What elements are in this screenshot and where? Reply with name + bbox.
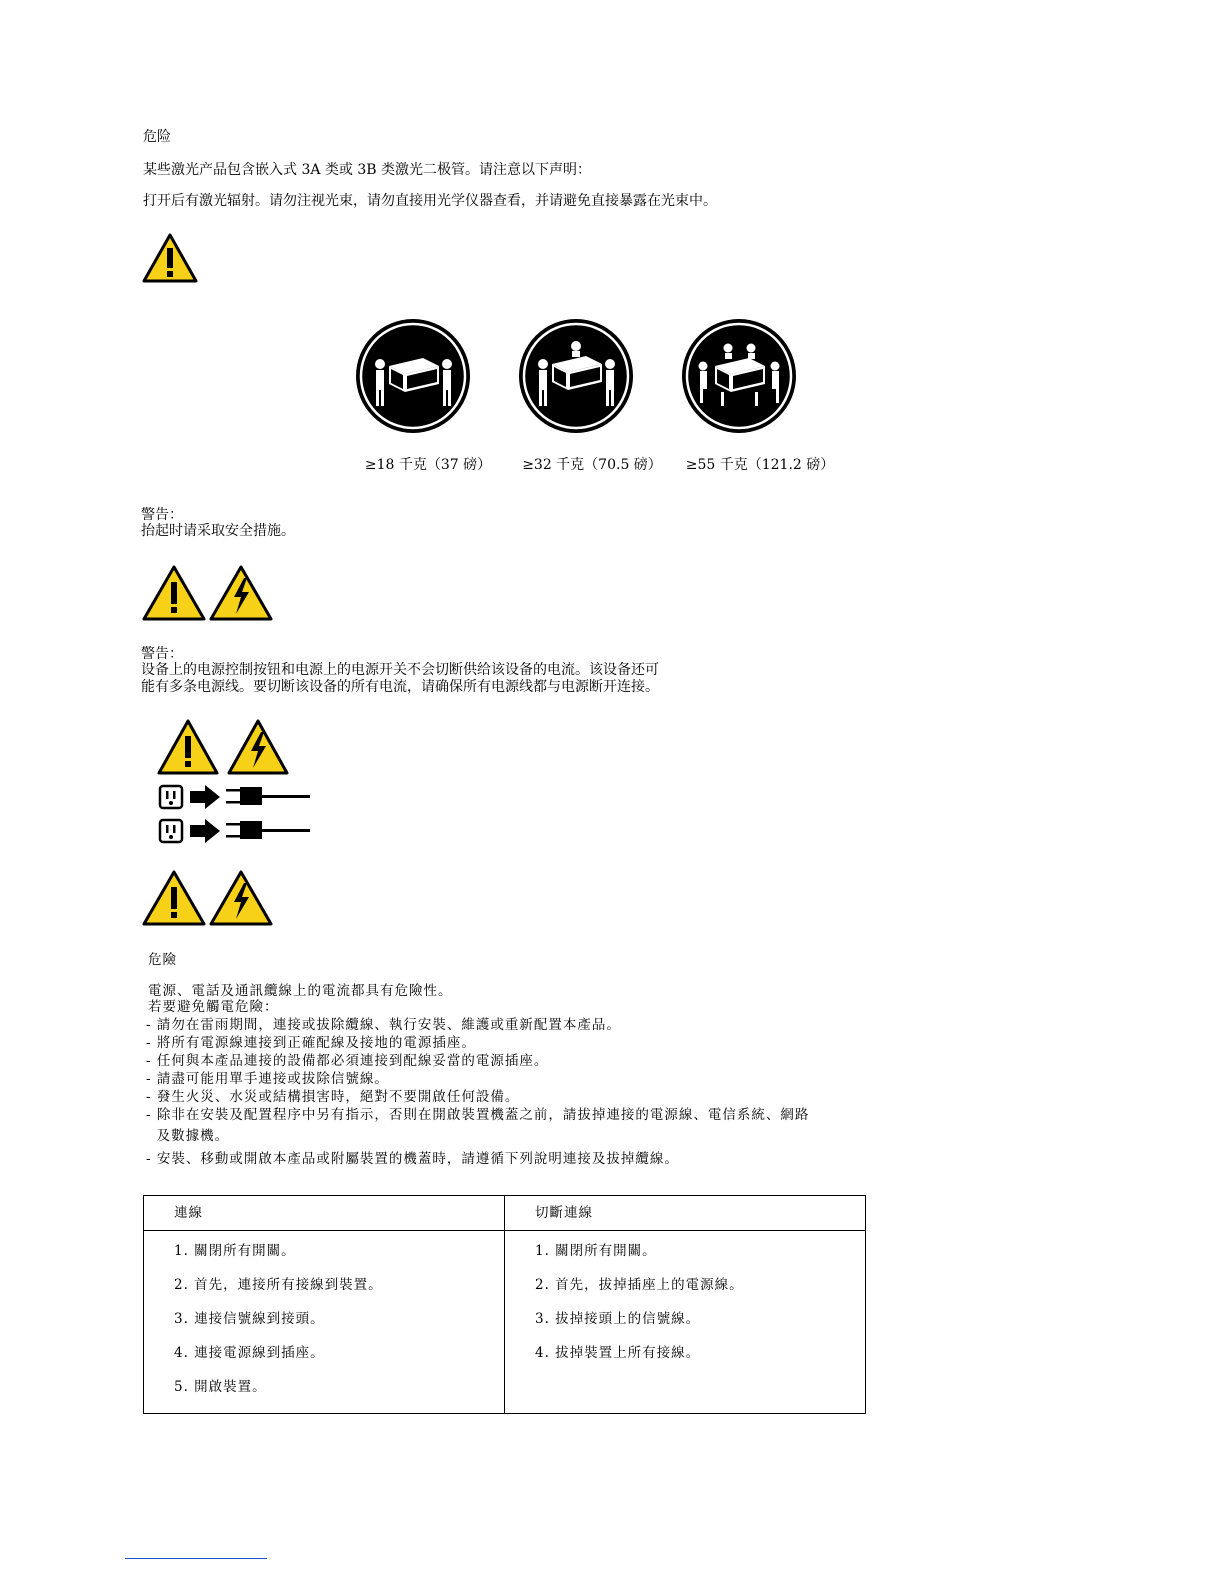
footnote-rule bbox=[125, 1558, 267, 1559]
caution-heading-1: 警告： bbox=[141, 507, 183, 523]
electrical-hazard-icon bbox=[208, 564, 274, 622]
danger-line: - 請勿在雷雨期間，連接或拔除纜線、執行安裝、維護或重新配置本產品。 bbox=[146, 1017, 621, 1033]
connect-step: 3. 連接信號線到接頭。 bbox=[174, 1311, 325, 1327]
connect-disconnect-table bbox=[143, 1195, 866, 1414]
lift-label-18kg: ≥18 千克（37 磅） bbox=[364, 457, 492, 473]
connect-step: 1. 關閉所有開關。 bbox=[174, 1243, 296, 1259]
electrical-hazard-icon bbox=[208, 869, 274, 927]
disconnect-step: 2. 首先，拔掉插座上的電源線。 bbox=[535, 1277, 744, 1293]
danger-heading-1: 危险 bbox=[143, 129, 171, 145]
lift-label-55kg: ≥55 千克（121.2 磅） bbox=[685, 457, 835, 473]
connect-step: 5. 開啟裝置。 bbox=[174, 1379, 267, 1395]
caution-power-text-line1: 设备上的电源控制按钮和电源上的电源开关不会切断供给该设备的电流。该设备还可 bbox=[141, 662, 659, 678]
warning-triangle-icon bbox=[141, 232, 199, 284]
arrow-right-icon bbox=[188, 818, 222, 844]
lift-two-person-icon bbox=[355, 318, 471, 434]
connect-step: 4. 連接電源線到插座。 bbox=[174, 1345, 325, 1361]
danger-line: 電源、電話及通訊纜線上的電流都具有危險性。 bbox=[148, 983, 453, 999]
caution-heading-2: 警告： bbox=[141, 646, 183, 662]
danger-heading-2: 危險 bbox=[148, 952, 177, 968]
laser-warning-text: 打开后有激光辐射。请勿注视光束，请勿直接用光学仪器查看，并请避免直接暴露在光束中。 bbox=[143, 193, 717, 209]
power-plug-icon bbox=[222, 784, 312, 810]
danger-line: - 除非在安裝及配置程序中另有指示，否則在開啟裝置機蓋之前，請拔掉連接的電源線、電信系統、網路 bbox=[146, 1107, 810, 1123]
caution-power-text-line2: 能有多条电源线。要切断该设备的所有电流，请确保所有电源线都与电源断开连接。 bbox=[141, 679, 659, 695]
lift-four-person-icon bbox=[681, 318, 797, 434]
danger-line: - 將所有電源線連接到正確配線及接地的電源插座。 bbox=[146, 1035, 476, 1051]
outlet-icon bbox=[158, 784, 186, 810]
warning-triangle-icon bbox=[156, 718, 220, 776]
connect-step: 2. 首先，連接所有接線到裝置。 bbox=[174, 1277, 383, 1293]
danger-line: - 任何與本產品連接的設備都必須連接到配線妥當的電源插座。 bbox=[146, 1053, 549, 1069]
disconnect-steps bbox=[505, 1231, 866, 1414]
disconnect-step: 1. 關閉所有開關。 bbox=[535, 1243, 657, 1259]
outlet-icon bbox=[158, 818, 186, 844]
connect-column-header: 連線 bbox=[144, 1196, 505, 1231]
danger-line: 及數據機。 bbox=[146, 1128, 230, 1144]
arrow-right-icon bbox=[188, 784, 222, 810]
danger-line: 若要避免觸電危險： bbox=[148, 999, 279, 1015]
electrical-hazard-icon bbox=[226, 718, 290, 776]
lift-three-person-icon bbox=[518, 318, 634, 434]
danger-line: - 發生火災、水災或結構損害時，絕對不要開啟任何設備。 bbox=[146, 1089, 520, 1105]
disconnect-step: 4. 拔掉裝置上所有接線。 bbox=[535, 1345, 701, 1361]
laser-intro-text: 某些激光产品包含嵌入式 3A 类或 3B 类激光二极管。请注意以下声明： bbox=[143, 162, 592, 178]
connect-steps bbox=[144, 1231, 505, 1414]
disconnect-step: 3. 拔掉接頭上的信號線。 bbox=[535, 1311, 701, 1327]
warning-triangle-icon bbox=[141, 869, 207, 927]
disconnect-column-header: 切斷連線 bbox=[505, 1196, 866, 1231]
power-plug-icon bbox=[222, 818, 312, 844]
caution-lift-text: 抬起时请采取安全措施。 bbox=[141, 523, 295, 539]
lift-label-32kg: ≥32 千克（70.5 磅） bbox=[522, 457, 662, 473]
danger-line: - 安裝、移動或開啟本產品或附屬裝置的機蓋時，請遵循下列說明連接及拔掉纜線。 bbox=[146, 1151, 679, 1167]
danger-line: - 請盡可能用單手連接或拔除信號線。 bbox=[146, 1071, 389, 1087]
warning-triangle-icon bbox=[141, 564, 207, 622]
